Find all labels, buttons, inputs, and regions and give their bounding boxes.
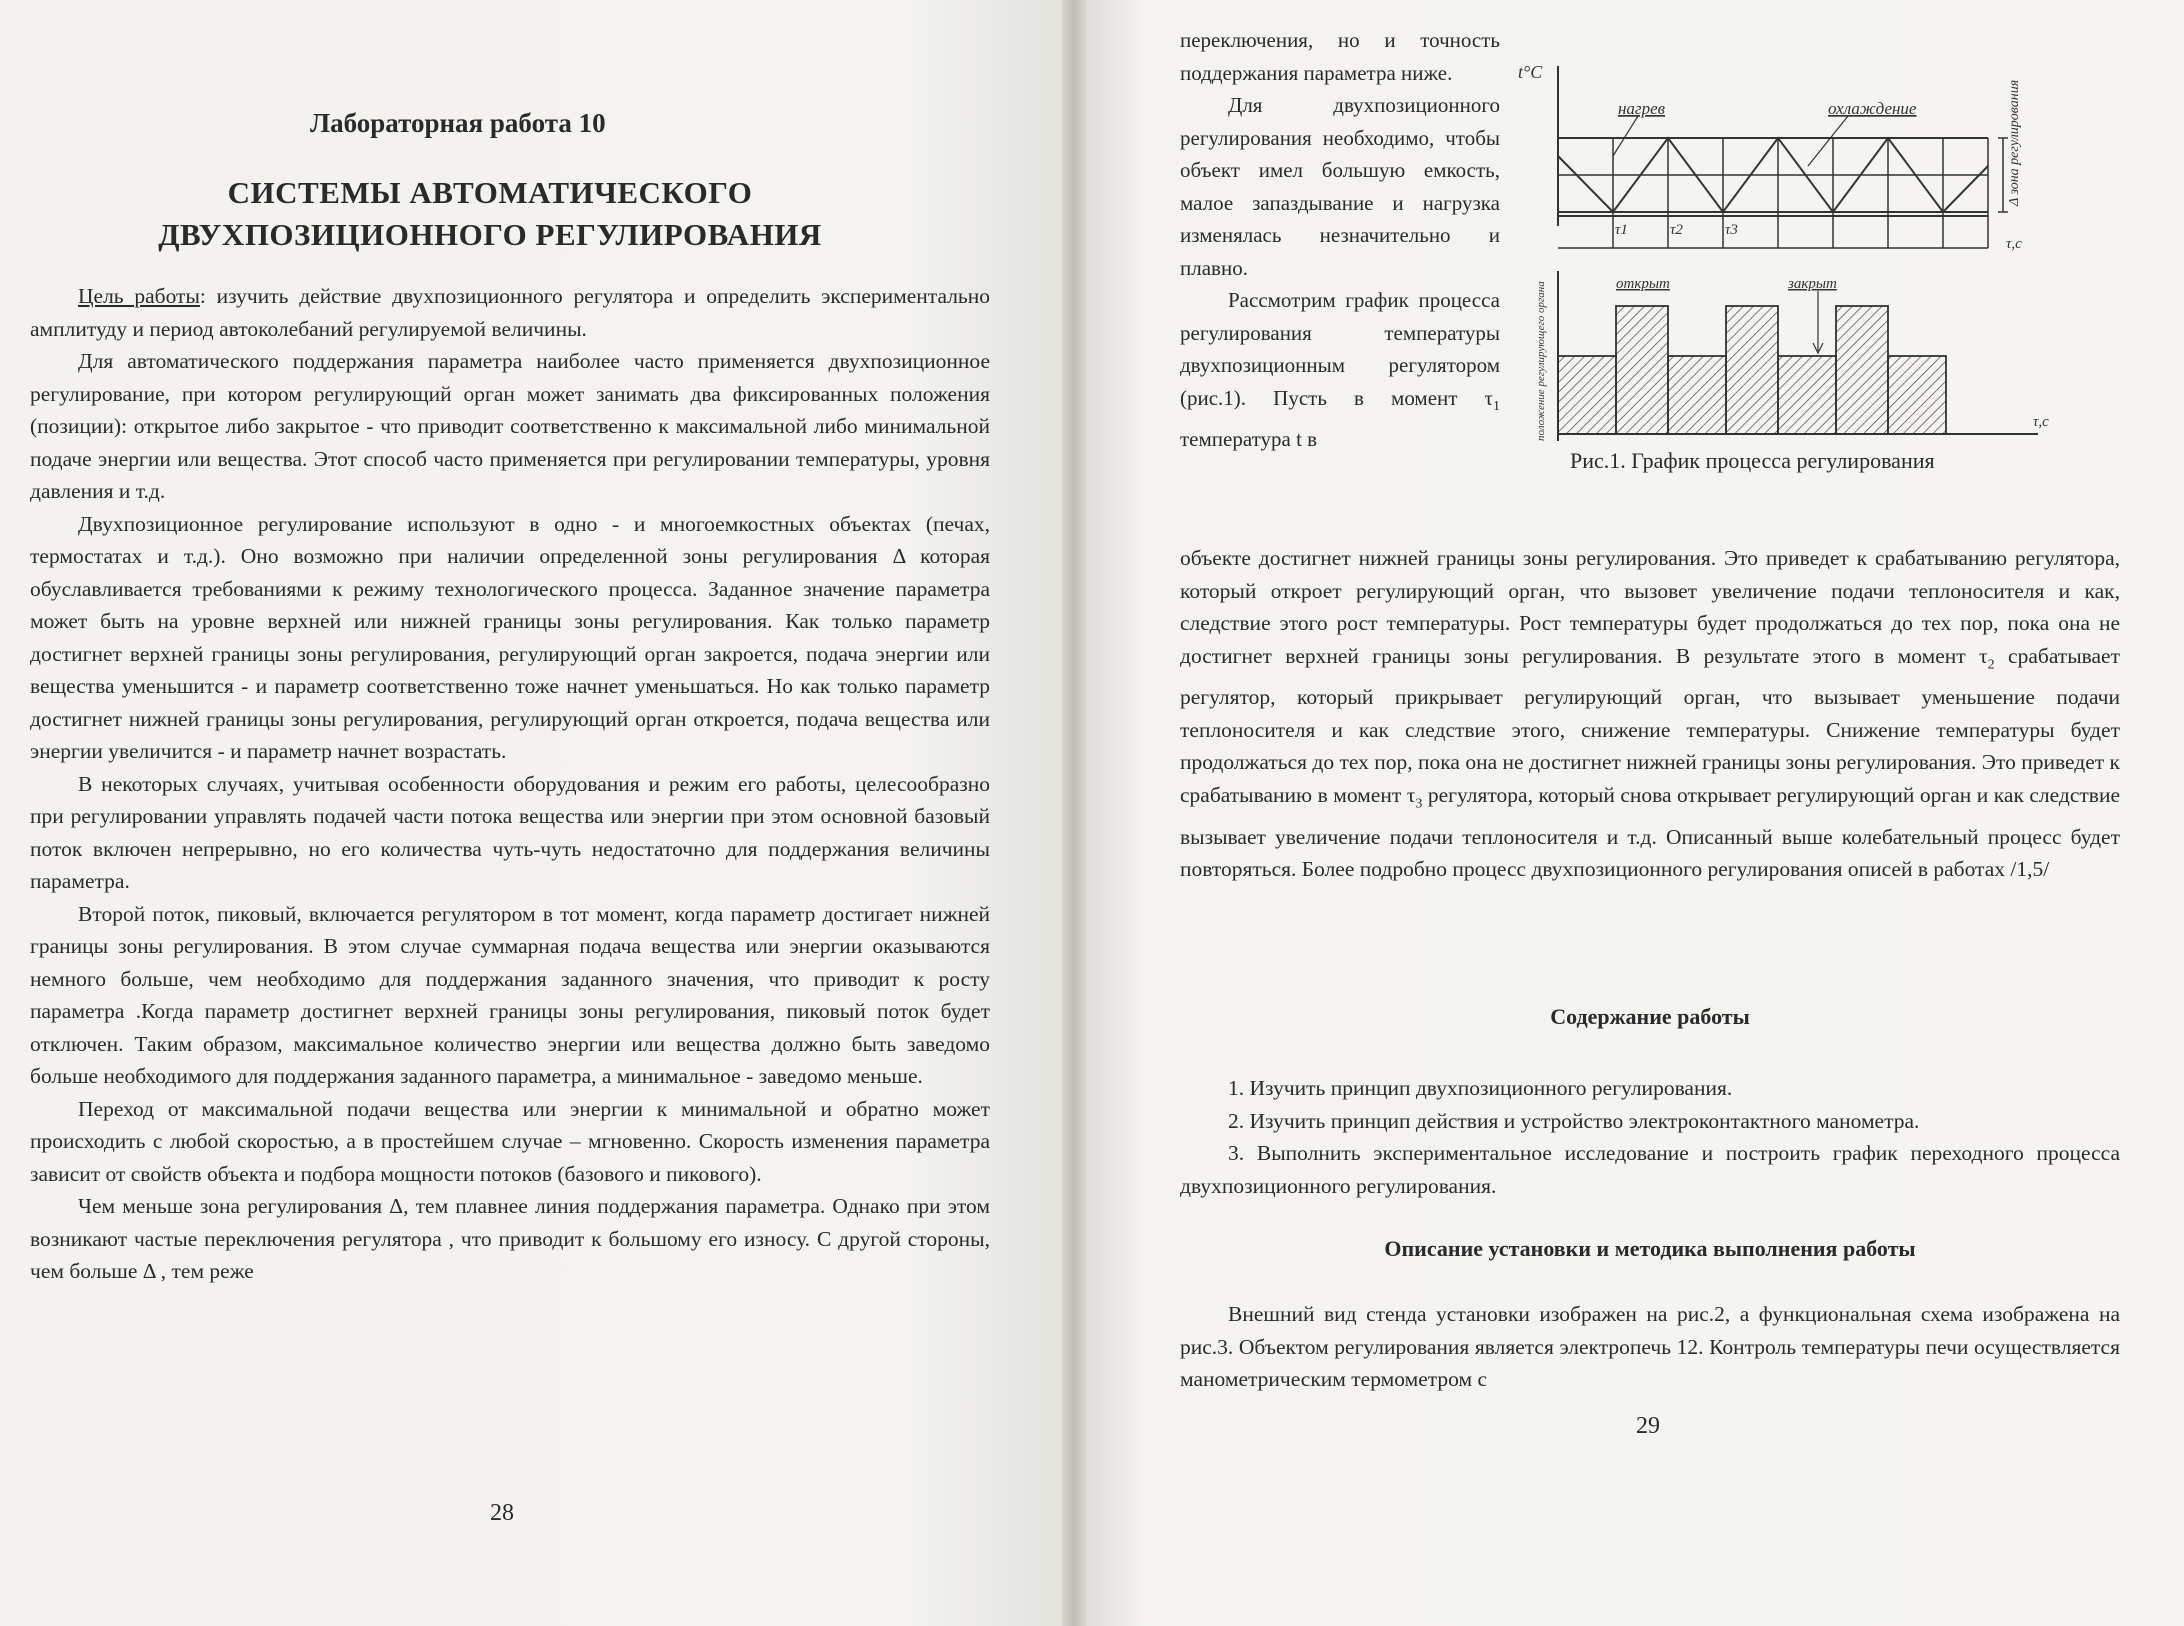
valve-position-bar [1558,356,1616,434]
paragraph: Для автоматического поддержания параметра наиболее часто применяется двухпозиционное регулирование, при котором регулирующий орган может занимать два фиксированных положения (позиции): открытое либо закрытое - что приводит соответственно к максимальной либо минимальной подаче энергии или вещества. Этот способ часто применяется при регулировании температуры, уровня давления и т.д. [30,349,990,503]
paragraph-text: температура t в [1180,427,1318,452]
paragraph: Второй поток, пиковый, включается регулятором в тот момент, когда параметр достигает нижней границы зоны регулирования. В этом случае суммарная подача вещества или энергии оказываются немного больше, чем необходимо для поддержания заданного значения, что приводит к росту параметра .Когда параметр достигнет верхней границы зоны регулирования, пиковый поток будет отключен. Таким образом, максимальное количество энергии или вещества должно быть заведомо больше необходимого для поддержания заданного параметра, а минимальное - заведомо меньше. [30,901,990,1088]
lab-title: Лабораторная работа 10 [310,108,606,138]
paragraph [1180,284,1500,456]
paragraph: переключения, но и точность поддержания параметра ниже. [1180,28,1500,85]
tau1-subscript: 1 [1493,398,1500,414]
paragraph-text: Рассмотрим график процесса регулирования температуры двухпозиционным регулятором (рис.1). Пусть в момент τ [1180,288,1500,410]
valve-position-bar [1888,356,1946,434]
goal-label: Цель работы [78,284,200,308]
paragraph: Чем меньше зона регулирования Δ, тем плавнее линия поддержания параметра. Однако при этом возникают частые переключения регулятора , что приводит к большому его износу. С другой стороны, чем больше Δ , тем реже [30,1194,990,1283]
heat-label: нагрев [1618,99,1665,118]
tau3-subscript: 3 [1415,796,1423,812]
valve-position-bar [1836,306,1888,434]
page-number-right: 29 [1636,1413,1660,1439]
goal-paragraph [30,280,990,345]
cool-label: охлаждение [1828,99,1917,118]
paragraph-text: регулятора, который снова открывает регулирующий орган и как следствие вызывает увеличение подачи теплоносителя и т.д. Описанный выше колебательный процесс будет повторяться. Более подробно процесс двухпозиционного регулирования описей в работах /1,5/ [1180,782,2120,882]
paragraph-text: срабатывает регулятор, который прикрывает регулирующий орган, что вызывает уменьшение подачи теплоносителя и как следствие этого, снижение температуры. Снижение температуры будет продолжаться до тех пор, пока она не достигнет нижней границы зоны регулирования. Это приведет к срабатыванию в момент τ [1180,643,2120,807]
setup-description [1180,1298,2120,1396]
paragraph: Внешний вид стенда установки изображен на рис.2, а функциональная схема изображена на рис.3. Объектом регулирования является электропечь 12. Контроль температуры печи осуществляется манометрическим термометром с [1180,1302,2120,1391]
tau2-label: τ2 [1670,222,1683,238]
list-item: 3. Выполнить экспериментальное исследование и построить график переходного процесса двухпозиционного регулирования. [1180,1141,2120,1198]
list-item: 1. Изучить принцип двухпозиционного регулирования. [1228,1076,1733,1100]
main-title: СИСТЕМЫ АВТОМАТИЧЕСКОГО ДВУХПОЗИЦИОННОГО РЕГУЛИРОВАНИЯ [158,175,822,252]
valve-position-bar [1726,306,1778,434]
section-title-contents: Содержание работы [1550,1004,1750,1029]
paragraph: Для двухпозиционного регулирования необходимо, чтобы объект имел большую емкость, малое запаздывание и нагрузка изменялась незначительно и плавно. [1180,93,1500,280]
goal-text: : изучить действие двухпозиционного регулятора и определить экспериментально амплитуду и период автоколебаний регулируемой величины. [30,284,990,341]
tau1-label: τ1 [1615,222,1628,238]
paragraph-text: объекте достигнет нижней границы зоны регулирования. Это приведет к срабатыванию регулятора, который откроет регулирующий орган, что вызовет увеличение подачи теплоносителя и как, следствие этого рост температуры. Рост температуры будет продолжаться до тех пор, пока она не достигнет верхней границы зоны регулирования. В результате этого в момент τ [1180,546,2120,668]
regulation-process-figure [1518,56,2098,456]
valve-position-bar [1616,306,1668,434]
section-title-setup: Описание установки и методика выполнения работы [1384,1236,1916,1261]
task-list [1180,1072,2120,1202]
valve-position-bar [1778,356,1836,434]
tau3-label: τ3 [1725,222,1738,238]
paragraph: Переход от максимальной подачи вещества или энергии к минимальной и обратно может происходить с любой скоростью, а в простейшем случае – мгновенно. Скорость изменения параметра зависит от свойств объекта и подбора мощности потоков (базового и пикового). [30,1096,990,1186]
open-label: открыт [1616,276,1670,292]
left-body-text [30,280,990,1288]
page-number-left: 28 [490,1500,514,1526]
paragraph: В некоторых случаях, учитывая особенности оборудования и режим его работы, целесообразно при регулировании управлять подачей части потока вещества или энергии при этом основной базовый поток включен непрерывно, но его количества чуть-чуть недостаточно для поддержания величины параметра. [30,771,990,893]
book-gutter [1062,0,1086,1626]
paragraph [1180,542,2120,886]
bottom-y-label: положение регулирующего органа [1535,281,1547,441]
bottom-x-label: τ,с [2033,414,2049,430]
top-x-label: τ,с [2006,236,2022,252]
tau2-subscript: 2 [1987,656,1995,672]
closed-label: закрыт [1788,276,1837,292]
zone-label: Δ зона регулирования [2007,79,2022,206]
top-y-label: t°C [1518,62,1543,82]
right-top-text [1180,24,1500,456]
paragraph: Двухпозиционное регулирование используют в одно - и многоемкостных объектах (печах, термостатах и т.д.). Оно возможно при наличии определенной зоны регулирования Δ которая обуславливается требованиями к режиму технологического процесса. Заданное значение параметра может быть на уровне верхней или нижней границы зоны регулирования. Как только параметр достигнет верхней границы зоны регулирования, регулирующий орган закроется, подача энергии или вещества уменьшится - и параметр соответственно тоже начнет уменьшаться. Но как только параметр достигнет нижней границы зоны регулирования, регулирующий орган откроется, подача вещества или энергии увеличится - и параметр начнет возрастать. [30,511,990,763]
figure-caption: Рис.1. График процесса регулирования [1570,448,1935,473]
valve-position-bar [1668,356,1726,434]
list-item: 2. Изучить принцип действия и устройство электроконтактного манометра. [1228,1108,1920,1133]
right-body-text [1180,542,2120,886]
